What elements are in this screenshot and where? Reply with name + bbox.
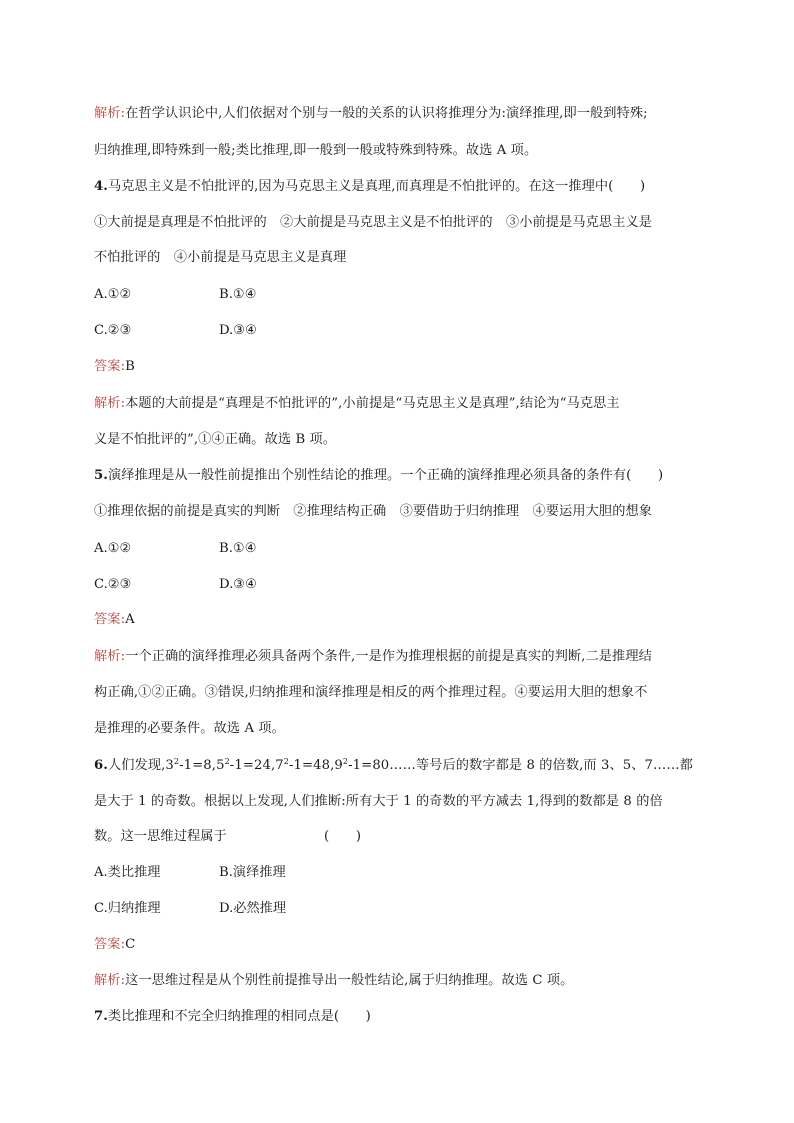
superscript-2: 2 [283, 757, 289, 766]
option-b: B.演绎推理 [219, 865, 286, 880]
answer-label: 答案: [94, 937, 126, 952]
question-6-stem-line-1 [94, 757, 693, 775]
option-c: C.②③ [94, 323, 132, 338]
answer-blank: ( ) [324, 829, 362, 844]
answer-label: 答案: [94, 612, 126, 627]
option-b: B.①④ [219, 287, 257, 302]
prev-explanation-line-2: 归纳推理,即特殊到一般;类比推理,即一般到一般或特殊到特殊。故选 A 项。 [94, 143, 538, 158]
answer-value: B [125, 359, 135, 374]
question-number: 4. [94, 179, 108, 194]
answer-value: A [125, 612, 135, 627]
answer-label: 答案: [94, 359, 126, 374]
question-7-stem [94, 1008, 371, 1026]
question-4-answer [94, 358, 135, 376]
question-5-explanation-line-2: 构正确,①②正确。③错误,归纳推理和演绎推理是相反的两个推理过程。④要运用大胆的想象不 [94, 685, 648, 700]
explanation-text: 本题的大前提是“真理是不怕批评的”,小前提是“马克思主义是真理”,结论为“马克思主 [125, 396, 620, 411]
option-a: A.①② [94, 541, 132, 556]
option-a: A.类比推理 [94, 865, 161, 880]
option-d: D.③④ [219, 577, 257, 592]
question-text: -1=24,7 [229, 758, 284, 773]
question-4-explanation-line-1 [94, 395, 620, 413]
answer-value: C [125, 937, 136, 952]
question-4-explanation-line-2: 义是不怕批评的”,①④正确。故选 B 项。 [94, 432, 337, 447]
explanation-label: 解析: [94, 396, 126, 411]
superscript-2: 2 [342, 757, 349, 766]
question-5-statements-line-1: ①推理依据的前提是真实的判断 ②推理结构正确 ③要借助于归纳推理 ④要运用大胆的想象 [94, 504, 653, 519]
superscript-2: 2 [224, 757, 230, 766]
question-6-answer [94, 936, 135, 954]
question-text: -1=48,9 [288, 758, 343, 773]
question-text: 马克思主义是不怕批评的,因为马克思主义是真理,而真理是不怕批评的。在这一推理中( ) [107, 179, 646, 194]
question-text: 演绎推理是从一般性前提推出个别性结论的推理。一个正确的演绎推理必须具备的条件有( ) [107, 468, 664, 483]
question-text: -1=8,5 [179, 758, 225, 773]
question-text: 数。这一思维过程属于 [94, 829, 227, 844]
question-number: 6. [94, 758, 108, 773]
question-4-stem [94, 178, 645, 196]
question-4-statements-line-2: 不怕批评的 ④小前提是马克思主义是真理 [94, 250, 347, 265]
explanation-label: 解析: [94, 973, 126, 988]
question-5-answer [94, 611, 135, 629]
superscript-2: 2 [173, 757, 180, 766]
question-4-statements-line-1: ①大前提是真理是不怕批评的 ②大前提是马克思主义是不怕批评的 ③小前提是马克思主义是 [94, 215, 653, 230]
option-a: A.①② [94, 287, 132, 302]
question-5-explanation-line-1 [94, 648, 652, 666]
question-5-stem [94, 467, 663, 485]
option-b: B.①④ [219, 541, 257, 556]
option-c: C.归纳推理 [94, 901, 161, 916]
question-6-explanation-line-1 [94, 972, 573, 990]
question-text: 人们发现,3 [107, 758, 174, 773]
question-number: 7. [94, 1009, 108, 1024]
option-d: D.必然推理 [219, 901, 287, 916]
prev-explanation-line-1 [94, 105, 648, 123]
explanation-text: 一个正确的演绎推理必须具备两个条件,一是作为推理根据的前提是真实的判断,二是推理结 [125, 649, 652, 664]
question-text: -1=80……等号后的数字都是 8 的倍数,而 3、5、7……都 [348, 758, 693, 773]
question-text: 类比推理和不完全归纳推理的相同点是( ) [107, 1009, 371, 1024]
explanation-label: 解析: [94, 106, 126, 121]
explanation-text: 这一思维过程是从个别性前提推导出一般性结论,属于归纳推理。故选 C 项。 [125, 973, 574, 988]
question-number: 5. [94, 468, 108, 483]
question-6-stem-line-2: 是大于 1 的奇数。根据以上发现,人们推断:所有大于 1 的奇数的平方减去 1,得到的数都是 8 的倍 [94, 794, 663, 809]
explanation-label: 解析: [94, 649, 126, 664]
option-d: D.③④ [219, 323, 257, 338]
explanation-text: 在哲学认识论中,人们依据对个别与一般的关系的认识将推理分为:演绎推理,即一般到特殊; [125, 106, 648, 121]
option-c: C.②③ [94, 577, 132, 592]
question-5-explanation-line-3: 是推理的必要条件。故选 A 项。 [94, 721, 285, 736]
question-6-stem-line-3 [94, 828, 362, 846]
